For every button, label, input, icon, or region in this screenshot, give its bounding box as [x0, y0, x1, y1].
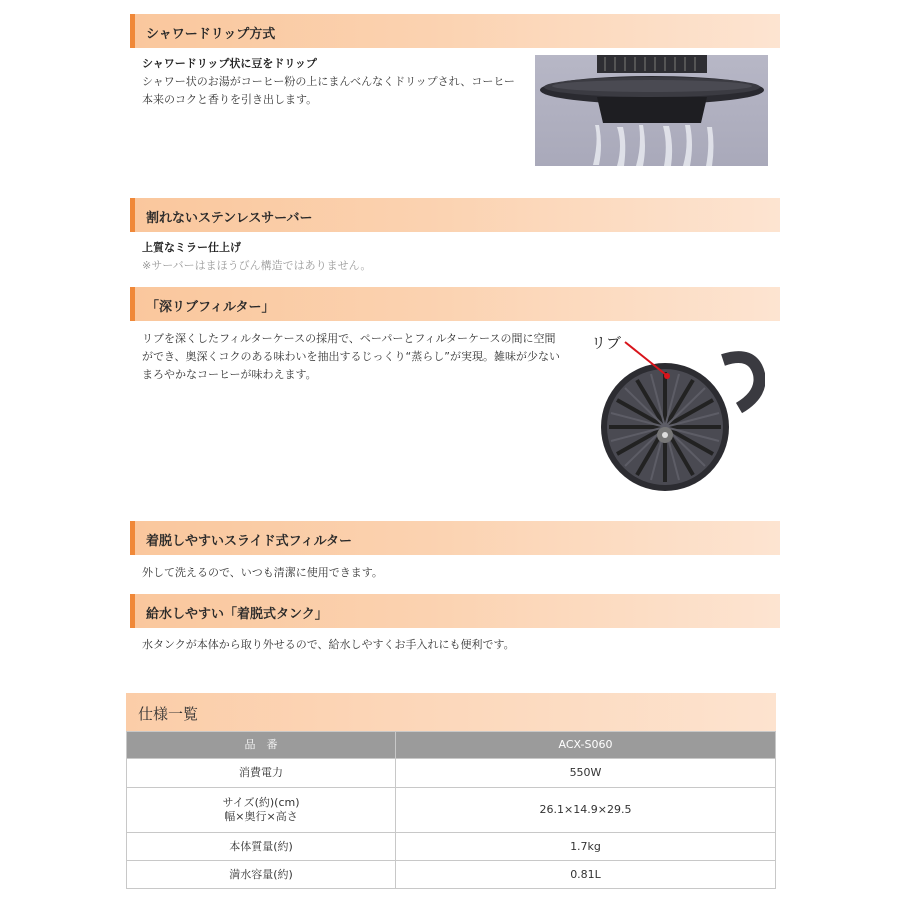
section-title: 着脱しやすいスライド式フィルター [146, 534, 353, 549]
spec-label-weight: 本体質量(約) [127, 833, 396, 861]
spec-value-capacity: 0.81L [396, 861, 776, 889]
filter-text-line-3: まろやかなコーヒーが味わえます。 [142, 368, 317, 381]
table-row [127, 833, 776, 861]
section-header-deep-rib-filter [130, 287, 780, 321]
spec-value-weight: 1.7kg [396, 833, 776, 861]
filter-text-line-2: ができ、奥深くコクのある味わいを抽出するじっくり“蒸らし”が実現。雑味が少ない [142, 350, 560, 363]
spec-table-header-row [127, 732, 776, 759]
spec-label-size-line-2: 幅×奥行×高さ [224, 810, 298, 823]
spec-label-power: 消費電力 [127, 759, 396, 788]
spec-label-size [127, 788, 396, 833]
tank-text: 水タンクが本体から取り外せるので、給水しやすくお手入れにも便利です。 [142, 638, 515, 651]
table-row [127, 861, 776, 889]
section-title: 割れないステンレスサーバー [146, 211, 313, 226]
spec-header [126, 693, 776, 731]
shower-heading: シャワードリップ状に豆をドリップ [142, 57, 317, 70]
spec-value-size: 26.1×14.9×29.5 [396, 788, 776, 833]
section-header-removable-tank [130, 594, 780, 628]
spec-table [126, 731, 776, 889]
server-note: ※サーバーはまほうびん構造ではありません。 [142, 259, 372, 272]
table-row [127, 788, 776, 833]
section-header-shower-drip [130, 14, 780, 48]
spec-header-label: 品 番 [127, 732, 396, 759]
spec-label-size-line-1: サイズ(約)(cm) [222, 796, 300, 809]
spec-header-value: ACX-S060 [396, 732, 776, 759]
shower-drip-photo [535, 55, 768, 166]
rib-callout-label: リブ [591, 334, 622, 352]
filter-text-line-1: リブを深くしたフィルターケースの採用で、ペーパーとフィルターケースの間に空間 [142, 332, 556, 345]
section-header-stainless-server [130, 198, 780, 232]
section-title: 「深リブフィルター」 [146, 300, 275, 315]
spec-value-power: 550W [396, 759, 776, 788]
section-title: 給水しやすい「着脱式タンク」 [146, 607, 328, 622]
spec-label-capacity: 満水容量(約) [127, 861, 396, 889]
server-heading: 上質なミラー仕上げ [142, 241, 241, 254]
shower-text-line-1: シャワー状のお湯がコーヒー粉の上にまんべんなくドリップされ、コーヒー [142, 75, 515, 88]
spec-title: 仕様一覧 [138, 705, 199, 723]
table-row [127, 759, 776, 788]
section-title: シャワードリップ方式 [146, 27, 276, 42]
section-header-slide-filter [130, 521, 780, 555]
filter-case-photo [585, 330, 765, 495]
slide-filter-text: 外して洗えるので、いつも清潔に使用できます。 [142, 566, 383, 579]
shower-text-line-2: 本来のコクと香りを引き出します。 [142, 93, 318, 106]
